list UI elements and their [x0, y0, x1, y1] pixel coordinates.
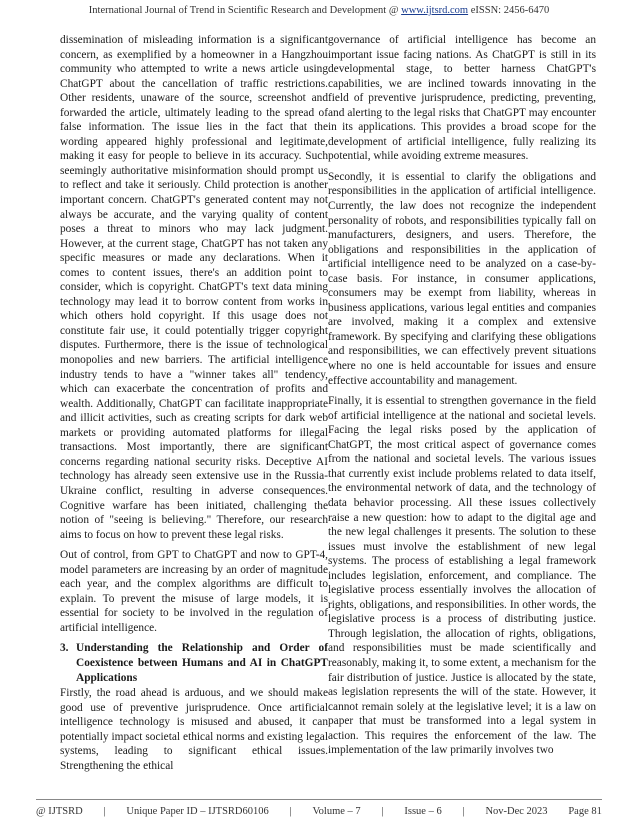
paragraph: Firstly, the road ahead is arduous, and we should make good use of preventive jurisprudence. Once artificial intelligence technology is misused and abused, it can potentially impact societal ethical norms and existing legal systems, leading to significant ethical issues. Strengthening the ethical	[60, 687, 328, 772]
footer-date: Nov-Dec 2023	[485, 806, 548, 817]
journal-header	[0, 5, 638, 16]
journal-issn: eISSN: 2456-6470	[468, 5, 550, 16]
right-column	[328, 33, 596, 758]
paragraph: Out of control, from GPT to ChatGPT and now to GPT-4, model parameters are increasing by an order of magnitude each year, and the complex algorithms are difficult to explain. To prevent the misuse of large models, it is essential for society to be involved in the regulation of artificial intelligence.	[60, 549, 328, 634]
footer-separator: |	[462, 806, 465, 817]
footer-separator: |	[103, 806, 106, 817]
left-column	[60, 33, 328, 773]
paragraph: Finally, it is essential to strengthen governance in the field of artificial intelligence at the national and societal levels. Facing the legal risks posed by the application of ChatGPT, the most critical aspect of governance comes from the national and societal levels. The various issues that currently exist include problems related to data itself, the environmental network of data, and the technology of data behavior processing. All these issues collectively raise a new question: how to adapt to the digital age and the new legal challenges it presents. The solution to these issues must involve the establishment of new legal systems. The process of establishing a legal framework includes legislation, enforcement, and compliance. The legislative process essentially involves the allocation of rights, obligations, and responsibilities. In other words, the legislative process is a process of distributing justice. Through legislation, the allocation of rights, obligations, and responsibilities must be made scientifically and reasonably, making it, to some extent, a mechanism for the fair distribution of justice. Justice is allocated by the state, as legislation represents the will of the state. However, it cannot remain solely at the legislative level; it is a law on paper that must be transformed into a legal system in action. This requires the enforcement of the law. The implementation of the law primarily involves two	[328, 395, 596, 757]
footer-paper-id: Unique Paper ID – IJTSRD60106	[126, 806, 269, 817]
section-number: 3.	[60, 642, 69, 655]
paragraph: Secondly, it is essential to clarify the obligations and responsibilities in the application of artificial intelligence. Currently, the law does not recognize the independent personality of robots, and responsibilities typically fall on manufacturers, designers, and users. Therefore, the obligations and responsibilities in the application of artificial intelligence need to be analyzed on a case-by-case basis. For instance, in consumer applications, consumers may be exempt from liability, whereas in business applications, various legal entities and companies are involved, making it a complex and extensive framework. By specifying and clarifying these obligations and responsibilities, we can effectively prevent situations where no one is held accountable for issues and ensure effective accountability and management.	[328, 170, 596, 387]
footer-separator: |	[289, 806, 292, 817]
footer-publisher: @ IJTSRD	[36, 806, 83, 817]
footer-volume: Volume – 7	[312, 806, 361, 817]
page-footer	[36, 799, 602, 817]
paragraph: governance of artificial intelligence has become an important issue facing nations. As ChatGPT is still in its developmental stage, to better harness ChatGPT's capabilities, we are inclined towards innovating in the field of preventive jurisprudence, predicting, preventing, and alerting to the legal risks that ChatGPT may encounter in its applications. This provides a broad scope for the development of artificial intelligence, fully realizing its potential, while avoiding extreme measures.	[328, 34, 596, 163]
footer-separator: |	[381, 806, 384, 817]
footer-page-number: Page 81	[568, 806, 602, 817]
section-heading	[60, 641, 328, 685]
footer-issue: Issue – 6	[404, 806, 442, 817]
journal-title: International Journal of Trend in Scientific Research and Development @	[88, 5, 402, 16]
section-title: Understanding the Relationship and Order of Coexistence between Humans and AI in ChatGPT Applications	[76, 642, 328, 684]
journal-url-link[interactable]: www.ijtsrd.com	[401, 5, 469, 16]
paragraph: dissemination of misleading information is a significant concern, as exemplified by a homeowner in a Hangzhou community who attempted to write a news article using ChatGPT about the cancellation of traffic restrictions. Other residents, unaware of the source, screenshot and forwarded the article, ultimately leading to the spread of false information. The issue lies in the fact that the wording appeared highly professional and legitimate, making it easy for people to believe in its accuracy. Such seemingly authoritative misinformation should prompt us to reflect and take it seriously. Child protection is another important concern. ChatGPT's generated content may not always be accurate, and the varying quality of content poses a threat to minors who may lack judgment. However, at the current stage, ChatGPT has not taken any specific measures or made any declarations. When it comes to content issues, there's an addition point to consider, which is copyright. ChatGPT's text data mining technology may lead it to borrow content from works in which others hold copyright. If this usage does not constitute fair use, it could potentially trigger copyright disputes. Furthermore, there is the issue of technological monopolies and new barriers. The artificial intelligence industry tends to have a "winner takes all" tendency, which can exacerbate the concentration of profits and wealth. Additionally, ChatGPT can facilitate inappropriate and illicit activities, such as creating scripts for dark web markets or providing automated platforms for illegal transactions. Most importantly, there are significant concerns regarding national security risks. Deceptive AI technology has already seen extensive use in the Russia-Ukraine conflict, resulting in adverse consequences. Cognitive warfare has been initiated, challenging the notion of "seeing is believing." Therefore, our research aims to focus on how to prevent these legal risks.	[60, 34, 328, 541]
